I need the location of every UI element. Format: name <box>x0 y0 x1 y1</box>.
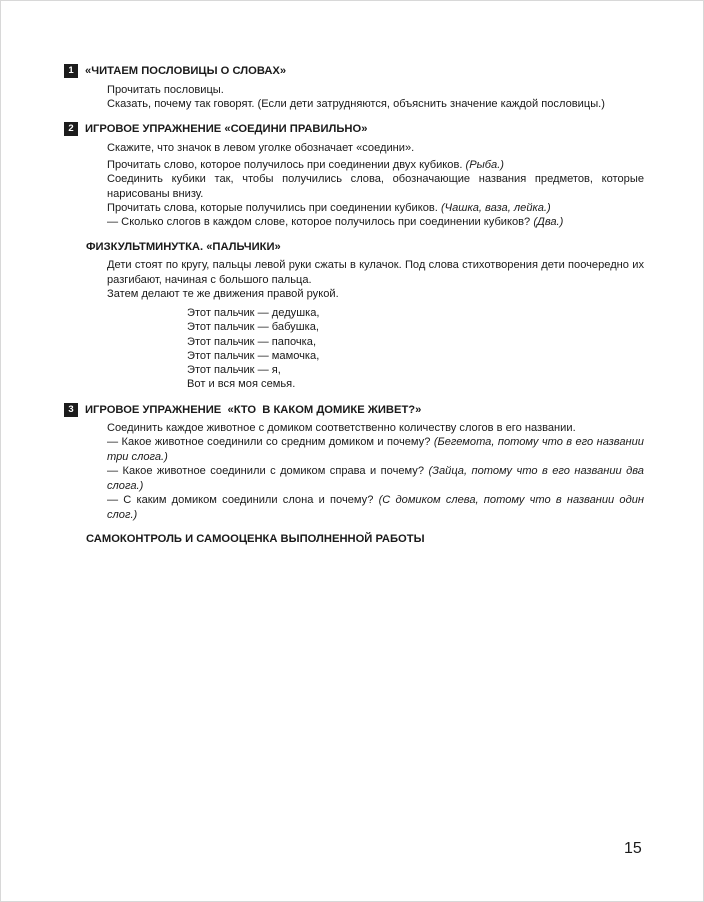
paragraph: Сказать, почему так говорят. (Если дети затрудняются, объяснить значение каждой пословицы.) <box>107 98 605 110</box>
section-1-heading <box>64 64 286 78</box>
paragraph: Соединить каждое животное с домиком соответственно количеству слогов в его названии. <box>107 422 576 434</box>
answer-text: (Бегемота, потому что в его названии три слога.) <box>107 436 644 463</box>
question-text: — С каким домиком соединили слона и почему? <box>107 494 374 506</box>
poem-line: Этот пальчик — мамочка, <box>187 349 320 362</box>
paragraph: Прочитать пословицы. <box>107 84 224 96</box>
question-text: — Какое животное соединили с домиком справа и почему? <box>107 465 425 477</box>
page-number: 15 <box>624 840 642 857</box>
fizminutka-heading: ФИЗКУЛЬТМИНУТКА. «ПАЛЬЧИКИ» <box>86 241 281 253</box>
paragraph-text: Прочитать слово, которое получилось при соединении двух кубиков. <box>107 159 463 171</box>
poem-line: Вот и вся моя семья. <box>187 378 296 391</box>
self-assessment-heading: САМОКОНТРОЛЬ И САМООЦЕНКА ВЫПОЛНЕННОЙ РАБОТЫ <box>86 533 425 545</box>
section-number-badge: 2 <box>64 122 78 136</box>
question <box>107 435 644 464</box>
answer-text: (Чашка, ваза, лейка.) <box>440 202 551 214</box>
question <box>107 464 644 493</box>
section-number-badge: 3 <box>64 403 78 417</box>
section-title: «ЧИТАЕМ ПОСЛОВИЦЫ О СЛОВАХ» <box>85 65 287 77</box>
paragraph: Соединить кубики так, чтобы получились слова, обозначающие названия предметов, которые нарисованы внизу. <box>107 173 644 200</box>
section-number-badge: 1 <box>64 64 78 78</box>
paragraph: Дети стоят по кругу, пальцы левой руки сжаты в кулачок. Под слова стихотворения дети поочередно их разгибают, начиная с большого пальца. <box>107 259 644 286</box>
paragraph: Скажите, что значок в левом уголке обозначает «соедини». <box>107 142 415 154</box>
poem <box>187 306 319 392</box>
section-3-heading <box>64 403 421 417</box>
section-2-heading <box>64 122 367 136</box>
paragraph: Затем делают те же движения правой рукой. <box>107 288 339 300</box>
question <box>107 493 644 522</box>
paragraph-text: — Сколько слогов в каждом слове, которое получилось при соединении кубиков? <box>107 216 531 228</box>
section-title: ИГРОВОЕ УПРАЖНЕНИЕ «КТО В КАКОМ ДОМИКЕ ЖИВЕТ?» <box>85 404 422 416</box>
poem-line: Этот пальчик — папочка, <box>187 335 317 348</box>
paragraph-text: Прочитать слова, которые получились при соединении кубиков. <box>107 202 438 214</box>
paragraph <box>107 158 504 173</box>
paragraph <box>107 215 563 230</box>
section-title: ИГРОВОЕ УПРАЖНЕНИЕ «СОЕДИНИ ПРАВИЛЬНО» <box>85 123 368 135</box>
poem-line: Этот пальчик — дедушка, <box>187 307 320 319</box>
answer-text: (Два.) <box>533 216 564 228</box>
question-text: — Какое животное соединили со средним домиком и почему? <box>107 436 431 448</box>
paragraph <box>107 201 551 216</box>
answer-text: (Рыба.) <box>465 159 504 171</box>
answer-text: (Зайца, потому что в его названии два слога.) <box>107 465 644 492</box>
poem-line: Этот пальчик — бабушка, <box>187 321 319 334</box>
poem-line: Этот пальчик — я, <box>187 364 281 377</box>
answer-text: (С домиком слева, потому что в названии один слог.) <box>107 494 644 521</box>
